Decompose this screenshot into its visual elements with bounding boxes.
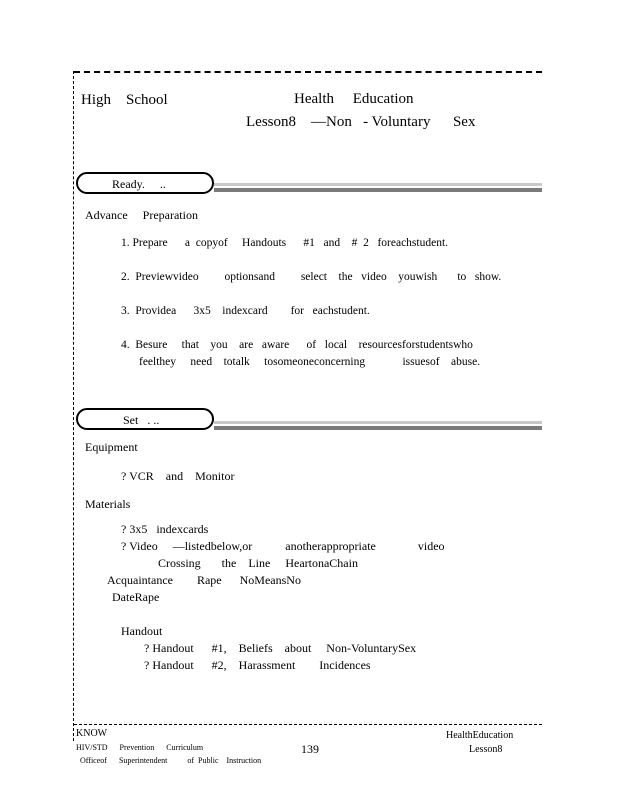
footer-curriculum: HIV/STD Prevention Curriculum: [76, 743, 204, 752]
page-border-left: [73, 71, 74, 741]
video-option-2: Acquaintance Rape NoMeansNo: [107, 573, 301, 587]
school-level: High School: [81, 92, 168, 108]
equipment-heading: Equipment: [85, 440, 138, 454]
section-label-set: Set . ..: [123, 413, 160, 427]
advance-preparation-heading: Advance Preparation: [85, 208, 198, 222]
footer-know: KNOW: [76, 728, 108, 739]
section-pill-set: [76, 408, 214, 430]
prep-item-3: 3. Providea 3x5 indexcard for eachstudent.: [121, 305, 370, 317]
handout-item-2: ? Handout #2, Harassment Incidences: [144, 658, 371, 672]
section-label-ready: Ready. ..: [112, 177, 166, 191]
footer-course: HealthEducation: [446, 730, 514, 741]
section-divider-set: [214, 421, 542, 430]
section-pill-ready: [76, 172, 214, 194]
materials-heading: Materials: [85, 497, 131, 511]
page-border-top: [74, 71, 542, 73]
equipment-item: ? VCR and Monitor: [121, 469, 235, 483]
handout-item-1: ? Handout #1, Beliefs about Non-VoluntarySex: [144, 641, 417, 655]
prep-item-2: 2. Previewvideo optionsand select the video youwish to show.: [121, 271, 502, 283]
video-option-3: DateRape: [112, 590, 160, 604]
materials-item-2: ? Video —listedbelow,or anotherappropriate video: [121, 539, 445, 553]
prep-item-1: 1. Prepare a copyof Handouts #1 and # 2 foreachstudent.: [121, 237, 449, 249]
prep-item-4: 4. Besure that you are aware of local resourcesforstudentswho: [121, 339, 473, 351]
course-title: Health Education: [294, 91, 414, 107]
video-option-1: Crossing the Line HeartonaChain: [158, 556, 358, 570]
footer-divider: [74, 724, 542, 725]
section-divider-ready: [214, 183, 542, 192]
footer-lesson: Lesson8: [469, 744, 503, 755]
lesson-title: Lesson8 —Non - Voluntary Sex: [246, 114, 476, 130]
prep-item-4-continued: feelthey need totalk tosomeoneconcerning issuesof abuse.: [139, 356, 481, 368]
handout-heading: Handout: [121, 624, 163, 638]
footer-office: Officeof Superintendent of Public Instruction: [80, 756, 262, 765]
materials-item-1: ? 3x5 indexcards: [121, 522, 209, 536]
page-number: 139: [301, 742, 319, 756]
